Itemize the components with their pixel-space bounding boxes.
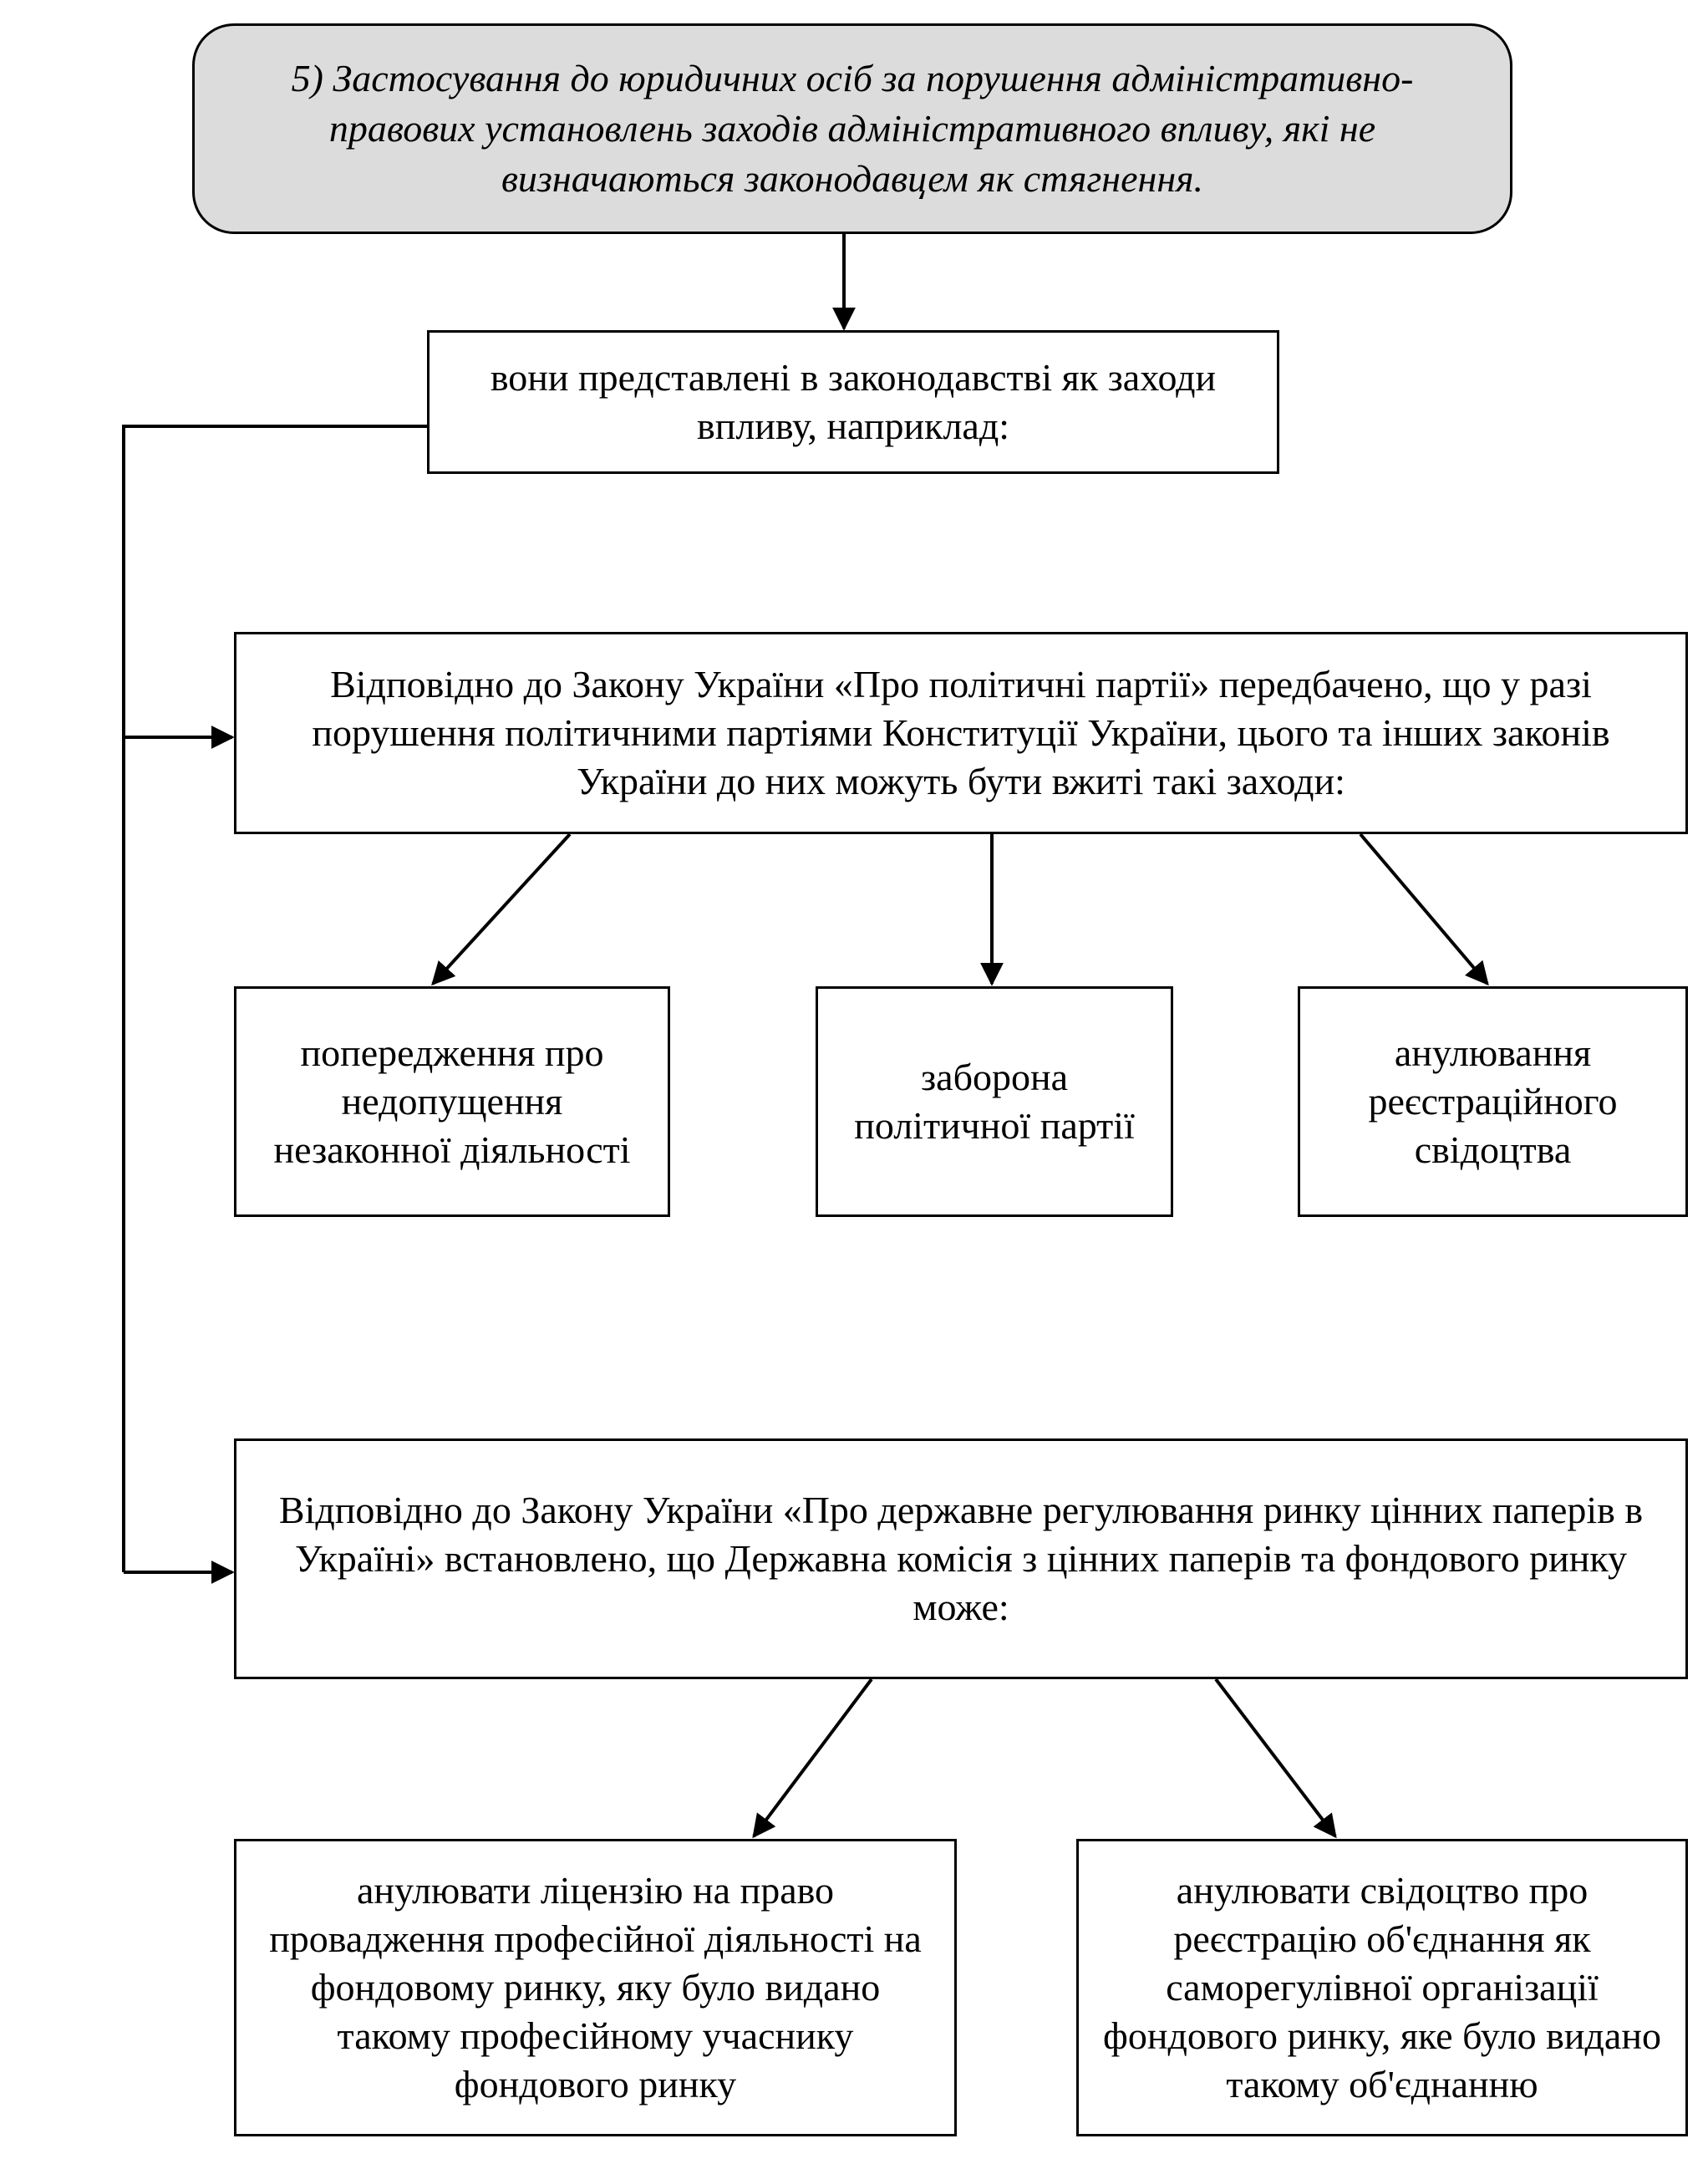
measure-certificate-box xyxy=(1076,1839,1688,2136)
intro-box xyxy=(427,330,1279,474)
measure-warning-text: попередження про недопущення незаконної діяльності xyxy=(273,1031,631,1171)
measure-warning-box xyxy=(234,986,670,1217)
securities-law-box xyxy=(234,1438,1688,1679)
arrow-parties-to-annul xyxy=(1360,834,1487,984)
measure-annul-box xyxy=(1298,986,1688,1217)
header-box xyxy=(192,23,1512,234)
arrow-securities-to-license xyxy=(754,1679,872,1836)
measure-ban-text: заборона політичної партії xyxy=(854,1056,1135,1147)
securities-law-text: Відповідно до Закону України «Про державне регулювання ринку цінних паперів в Україні» встановлено, що Державна комісія з цінних паперів та фондового ринку може: xyxy=(278,1489,1644,1628)
intro-text: вони представлені в законодавстві як заходи впливу, наприклад: xyxy=(490,356,1217,447)
parties-law-text: Відповідно до Закону України «Про політичні партії» передбачено, що у разі порушення політичними партіями Конституції України, цього та інших законів України до них можуть бути вжиті такі заходи: xyxy=(312,663,1610,802)
measure-certificate-text: анулювати свідоцтво про реєстрацію об'єднання як саморегулівної організації фондового ринку, яке було видано такому об'єднанню xyxy=(1103,1869,1661,2105)
measure-annul-text: анулювання реєстраційного свідоцтва xyxy=(1368,1031,1618,1171)
measure-license-text: анулювати ліцензію на право провадження професійної діяльності на фондовому ринку, яку було видано такому професійному учаснику фондового ринку xyxy=(269,1869,922,2105)
arrow-parties-to-warn xyxy=(433,834,570,984)
parties-law-box xyxy=(234,632,1688,834)
arrow-securities-to-certificate xyxy=(1216,1679,1335,1836)
header-text: 5) Застосування до юридичних осіб за порушення адміністративно-правових установлень заходів адміністративного впливу, які не визначаються законодавцем як стягнення. xyxy=(291,57,1414,200)
measure-ban-box xyxy=(816,986,1173,1217)
measure-license-box xyxy=(234,1839,957,2136)
